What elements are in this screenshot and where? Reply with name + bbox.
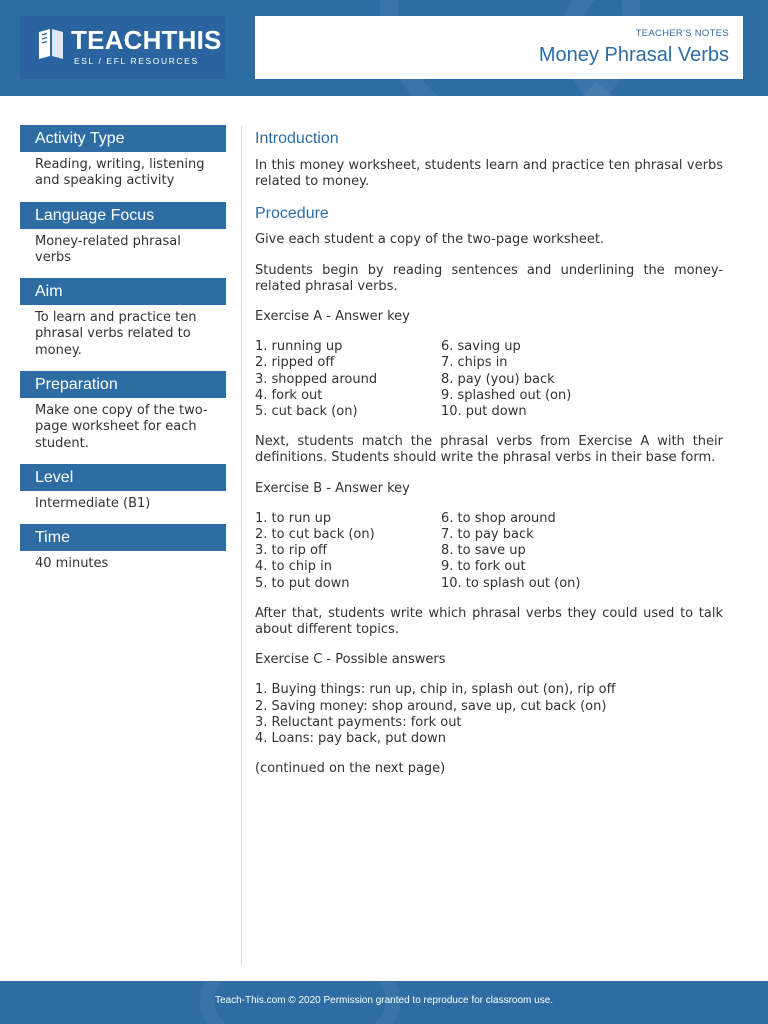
introduction-text: In this money worksheet, students learn and practice ten phrasal verbs related to money. bbox=[255, 158, 723, 190]
answer-item: 7. chips in bbox=[441, 355, 508, 371]
answer-item: 1. Buying things: run up, chip in, splash out (on), rip off bbox=[255, 682, 616, 698]
sidebar-level bbox=[20, 464, 226, 512]
sidebar-time bbox=[20, 524, 226, 572]
sidebar-heading: Time bbox=[20, 524, 226, 551]
logo-subtitle: ESL / EFL RESOURCES bbox=[74, 56, 199, 66]
answer-item: 1. running up bbox=[255, 339, 343, 355]
procedure-step: Students begin by reading sentences and underlining the money-related phrasal verbs. bbox=[255, 262, 723, 294]
answer-item: 2. to cut back (on) bbox=[255, 527, 375, 543]
sidebar-language-focus bbox=[20, 202, 226, 267]
sidebar-heading: Preparation bbox=[20, 371, 226, 398]
teachthis-logo[interactable] bbox=[20, 16, 226, 79]
logo-text: TEACHTHIS bbox=[71, 25, 222, 55]
continued-note: (continued on the next page) bbox=[255, 761, 446, 777]
procedure-step: After that, students write which phrasal verbs they could used to talk about different topics. bbox=[255, 605, 723, 638]
answer-item: 7. to pay back bbox=[441, 527, 534, 543]
title-box bbox=[255, 16, 743, 79]
sidebar-preparation bbox=[20, 371, 226, 452]
exercise-a-label: Exercise A - Answer key bbox=[255, 309, 410, 325]
page-header bbox=[0, 0, 768, 96]
sidebar-body: Reading, writing, listening and speaking activity bbox=[35, 157, 205, 189]
sidebar-heading: Level bbox=[20, 464, 226, 491]
exercise-c-answers bbox=[255, 682, 723, 747]
answer-item: 6. saving up bbox=[441, 339, 521, 355]
sidebar-body: To learn and practice ten phrasal verbs related to money. bbox=[35, 310, 197, 358]
page-title: Money Phrasal Verbs bbox=[538, 44, 729, 66]
answer-item: 2. ripped off bbox=[255, 355, 335, 371]
answer-item: 8. to save up bbox=[441, 543, 526, 559]
answer-item: 3. Reluctant payments: fork out bbox=[255, 714, 462, 730]
main-content bbox=[255, 129, 723, 791]
exercise-c-label: Exercise C - Possible answers bbox=[255, 652, 446, 668]
procedure-step: Give each student a copy of the two-page worksheet. bbox=[255, 232, 605, 248]
sidebar-body: 40 minutes bbox=[35, 556, 109, 572]
answer-item: 3. shopped around bbox=[255, 371, 378, 387]
answer-item: 4. Loans: pay back, put down bbox=[255, 731, 446, 747]
page-footer bbox=[0, 981, 768, 1024]
answer-item: 10. to splash out (on) bbox=[441, 575, 581, 591]
column-divider bbox=[241, 125, 242, 965]
copyright-text: Teach-This.com © 2020 Permission granted to reproduce for classroom use. bbox=[214, 995, 554, 1006]
answer-item: 5. cut back (on) bbox=[255, 404, 358, 420]
procedure-step: Next, students match the phrasal verbs from Exercise A with their definitions. Students should write the phrasal verbs in their base form. bbox=[255, 434, 723, 466]
sidebar-aim bbox=[20, 278, 226, 359]
sidebar-activity-type bbox=[20, 125, 226, 190]
sidebar-body: Money-related phrasal verbs bbox=[35, 233, 181, 265]
book-icon bbox=[36, 26, 66, 60]
exercise-b-label: Exercise B - Answer key bbox=[255, 480, 410, 496]
procedure-heading: Procedure bbox=[255, 205, 329, 223]
sidebar-heading: Language Focus bbox=[20, 202, 226, 229]
teachers-notes-label: TEACHER'S NOTES bbox=[635, 28, 729, 39]
exercise-b-answer-key bbox=[255, 511, 723, 592]
answer-item: 5. to put down bbox=[255, 575, 350, 591]
answer-item: 9. splashed out (on) bbox=[441, 387, 572, 403]
sidebar-body: Intermediate (B1) bbox=[35, 495, 151, 511]
answer-item: 4. fork out bbox=[255, 387, 323, 403]
answer-item: 9. to fork out bbox=[441, 559, 526, 575]
answer-item: 3. to rip off bbox=[255, 543, 327, 559]
answer-item: 2. Saving money: shop around, save up, cut back (on) bbox=[255, 698, 607, 714]
sidebar-heading: Activity Type bbox=[20, 125, 226, 152]
answer-item: 10. put down bbox=[441, 404, 527, 420]
introduction-heading: Introduction bbox=[255, 130, 339, 147]
sidebar-body: Make one copy of the two-page worksheet for each student. bbox=[35, 403, 208, 451]
answer-item: 6. to shop around bbox=[441, 510, 556, 526]
answer-item: 4. to chip in bbox=[255, 559, 332, 575]
exercise-a-answer-key bbox=[255, 339, 723, 420]
answer-item: 1. to run up bbox=[255, 510, 332, 526]
info-sidebar bbox=[20, 125, 226, 585]
answer-item: 8. pay (you) back bbox=[441, 371, 555, 387]
sidebar-heading: Aim bbox=[20, 278, 226, 305]
